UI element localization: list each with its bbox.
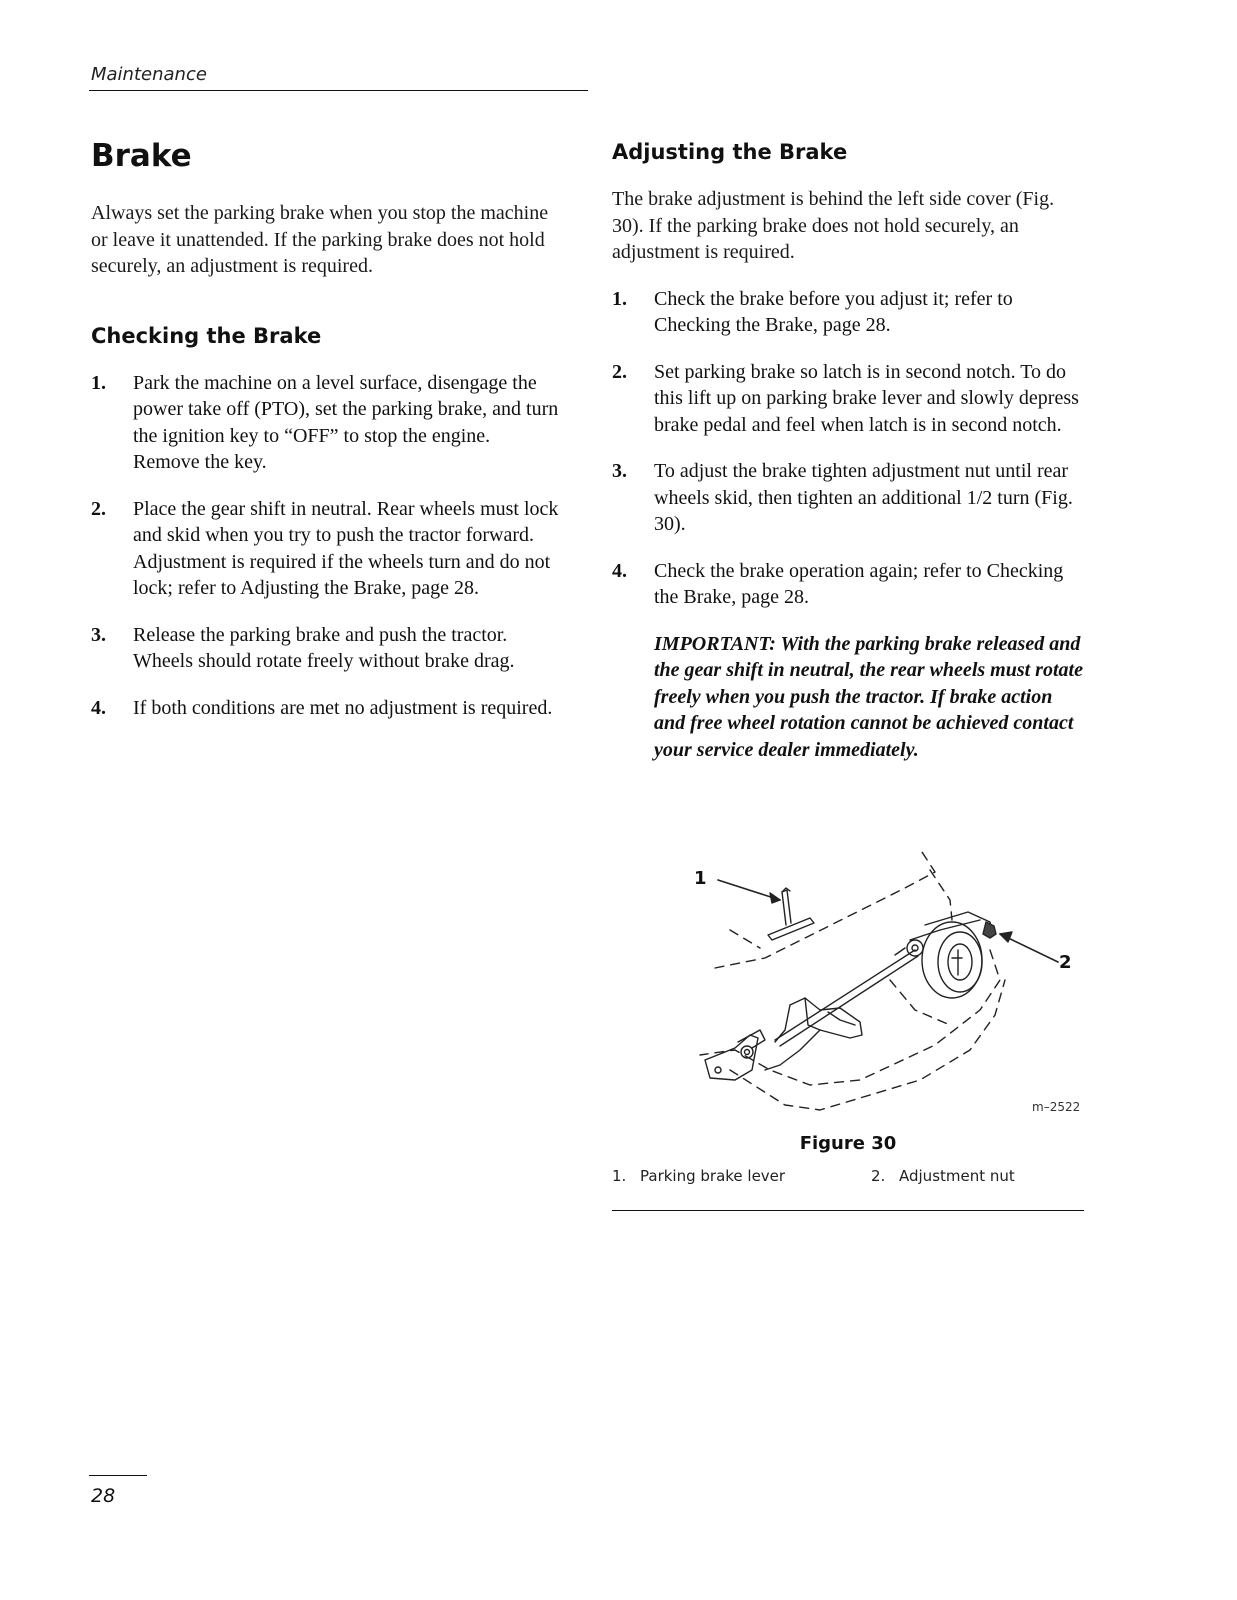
legend-number: 1. (612, 1167, 627, 1185)
step-text: Release the parking brake and push the tractor. Wheels should rotate freely without brake drag. (133, 623, 515, 672)
figure-caption: Figure 30 (799, 1133, 897, 1154)
legend-number: 2. (871, 1167, 886, 1185)
step-number: 1. (91, 371, 106, 394)
legend-item-2 (871, 1167, 1015, 1185)
step-number: 4. (91, 696, 106, 719)
running-head: Maintenance (91, 64, 207, 85)
list-item (612, 558, 1084, 611)
callout-1: 1 (694, 868, 707, 889)
step-number: 2. (612, 360, 627, 383)
adjusting-steps (612, 286, 1084, 611)
list-item (612, 286, 1084, 339)
legend-item-1 (612, 1167, 785, 1185)
right-column (612, 138, 1084, 763)
step-text: To adjust the brake tighten adjustment nut until rear wheels skid, then tighten an additional 1/2 turn (Fig. 30). (654, 460, 1073, 535)
legend-label: Adjustment nut (899, 1167, 1015, 1185)
brake-assembly-drawing (690, 830, 1090, 1120)
step-text: Set parking brake so latch is in second notch. To do this lift up on parking brake lever and slowly depress brake pedal and feel when latch is in second notch. (654, 360, 1079, 436)
figure-code: m–2522 (1032, 1100, 1081, 1114)
list-item (91, 370, 561, 476)
step-number: 3. (91, 623, 106, 646)
list-item (612, 458, 1084, 538)
left-column (91, 138, 561, 721)
step-text: Place the gear shift in neutral. Rear wheels must lock and skid when you try to push the tractor forward. Adjustment is required if the wheels turn and do not lock; refer to Adjusting the Brake, page 28. (133, 497, 559, 599)
callout-2: 2 (1059, 952, 1072, 973)
step-number: 4. (612, 559, 627, 582)
step-number: 2. (91, 497, 106, 520)
list-item (91, 622, 561, 675)
footer-rule (89, 1475, 147, 1476)
step-text: Check the brake before you adjust it; refer to Checking the Brake, page 28. (654, 287, 1013, 336)
list-item (91, 695, 561, 722)
page-number: 28 (91, 1485, 116, 1507)
brake-intro: Always set the parking brake when you stop the machine or leave it unattended. If the parking brake does not hold securely, an adjustment is required. (91, 202, 549, 277)
legend-label: Parking brake lever (640, 1167, 786, 1185)
checking-brake-heading: Checking the Brake (91, 323, 322, 348)
step-text: If both conditions are met no adjustment is required. (133, 696, 553, 719)
step-number: 3. (612, 460, 627, 482)
section-title: Brake (91, 138, 192, 174)
adjusting-brake-heading: Adjusting the Brake (612, 140, 848, 164)
important-notice: IMPORTANT: With the parking brake released and the gear shift in neutral, the rear wheels must rotate freely when you push the tractor. If brake action and free wheel rotation cannot be achieved contact your service dealer immediately. (654, 632, 1083, 761)
step-text: Park the machine on a level surface, disengage the power take off (PTO), set the parking brake, and turn the ignition key to “OFF” to stop the engine. Remove the key. (133, 371, 559, 473)
adjusting-intro: The brake adjustment is behind the left side cover (Fig. 30). If the parking brake does not hold securely, an adjustment is required. (612, 188, 1055, 263)
figure-rule (612, 1210, 1084, 1211)
header-rule (89, 90, 588, 91)
list-item (91, 496, 561, 602)
figure-30-illustration (690, 830, 1090, 1120)
list-item (612, 359, 1084, 439)
checking-steps (91, 370, 561, 722)
step-number: 1. (612, 287, 627, 310)
step-text: Check the brake operation again; refer to Checking the Brake, page 28. (654, 559, 1064, 608)
